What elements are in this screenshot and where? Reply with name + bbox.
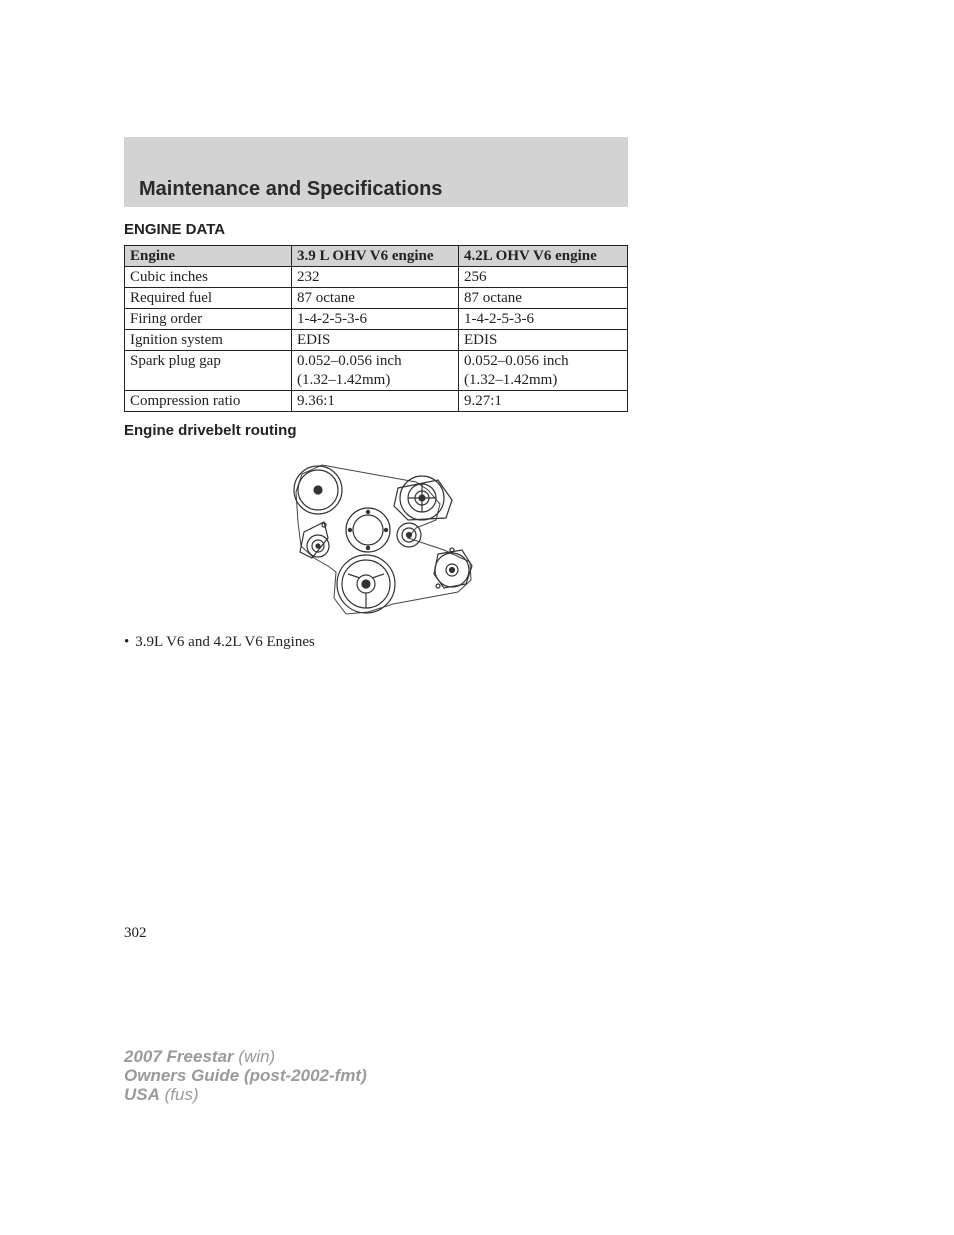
table-row [125, 391, 628, 412]
drivebelt-routing-diagram [288, 462, 478, 622]
footer-guide: Owners Guide (post-2002-fmt) [124, 1066, 367, 1085]
tensioner-pulley [300, 522, 329, 558]
footer-model: 2007 Freestar [124, 1047, 234, 1066]
page-number: 302 [124, 925, 147, 941]
pulley-center [346, 508, 390, 552]
table-row [125, 351, 628, 391]
engine-data-table [124, 245, 628, 412]
cell-42l: 1-4-2-5-3-6 [459, 309, 628, 330]
table-row [125, 330, 628, 351]
cell-39l: 9.36:1 [292, 391, 459, 412]
column-header-engine: Engine [125, 246, 292, 267]
engine-data-heading: ENGINE DATA [124, 221, 226, 238]
row-label: Firing order [125, 309, 292, 330]
cell-39l: 87 octane [292, 288, 459, 309]
row-label: Ignition system [125, 330, 292, 351]
table-row [125, 267, 628, 288]
cell-39l: 232 [292, 267, 459, 288]
list-item [124, 634, 315, 651]
alternator-pulley [394, 476, 452, 520]
drivebelt-heading: Engine drivebelt routing [124, 422, 297, 439]
page-title: Maintenance and Specifications [139, 178, 443, 200]
cell-39l: EDIS [292, 330, 459, 351]
drivebelt-path [296, 465, 471, 614]
row-label: Required fuel [125, 288, 292, 309]
cell-line: 0.052–0.056 inch [297, 353, 402, 369]
row-label: Cubic inches [125, 267, 292, 288]
footer-market-code: (fus) [164, 1085, 199, 1104]
cell-line: 0.052–0.056 inch [464, 353, 569, 369]
column-header-42l: 4.2L OHV V6 engine [459, 246, 628, 267]
column-header-39l: 3.9 L OHV V6 engine [292, 246, 459, 267]
cell-42l: 256 [459, 267, 628, 288]
cell-42l: 87 octane [459, 288, 628, 309]
footer-market: USA [124, 1085, 160, 1104]
cell-39l: 1-4-2-5-3-6 [292, 309, 459, 330]
bullet-list [124, 634, 315, 651]
cell-42l: 9.27:1 [459, 391, 628, 412]
row-label: Spark plug gap [125, 351, 292, 391]
pulley-top-left [294, 466, 342, 514]
list-item-text: 3.9L V6 and 4.2L V6 Engines [135, 634, 315, 650]
cell-42l: EDIS [459, 330, 628, 351]
cell-line: (1.32–1.42mm) [464, 372, 558, 388]
table-row [125, 288, 628, 309]
bullet-dot: • [124, 634, 130, 650]
footer-model-code: (win) [238, 1047, 276, 1066]
cell-42l [459, 351, 628, 391]
cell-39l [292, 351, 459, 391]
section-header-band [124, 137, 628, 207]
idler-pulley [397, 523, 421, 547]
row-label: Compression ratio [125, 391, 292, 412]
cell-line: (1.32–1.42mm) [297, 372, 391, 388]
table-header-row [125, 246, 628, 267]
table-row [125, 309, 628, 330]
crankshaft-pulley [337, 555, 395, 613]
document-footer [124, 1047, 367, 1104]
